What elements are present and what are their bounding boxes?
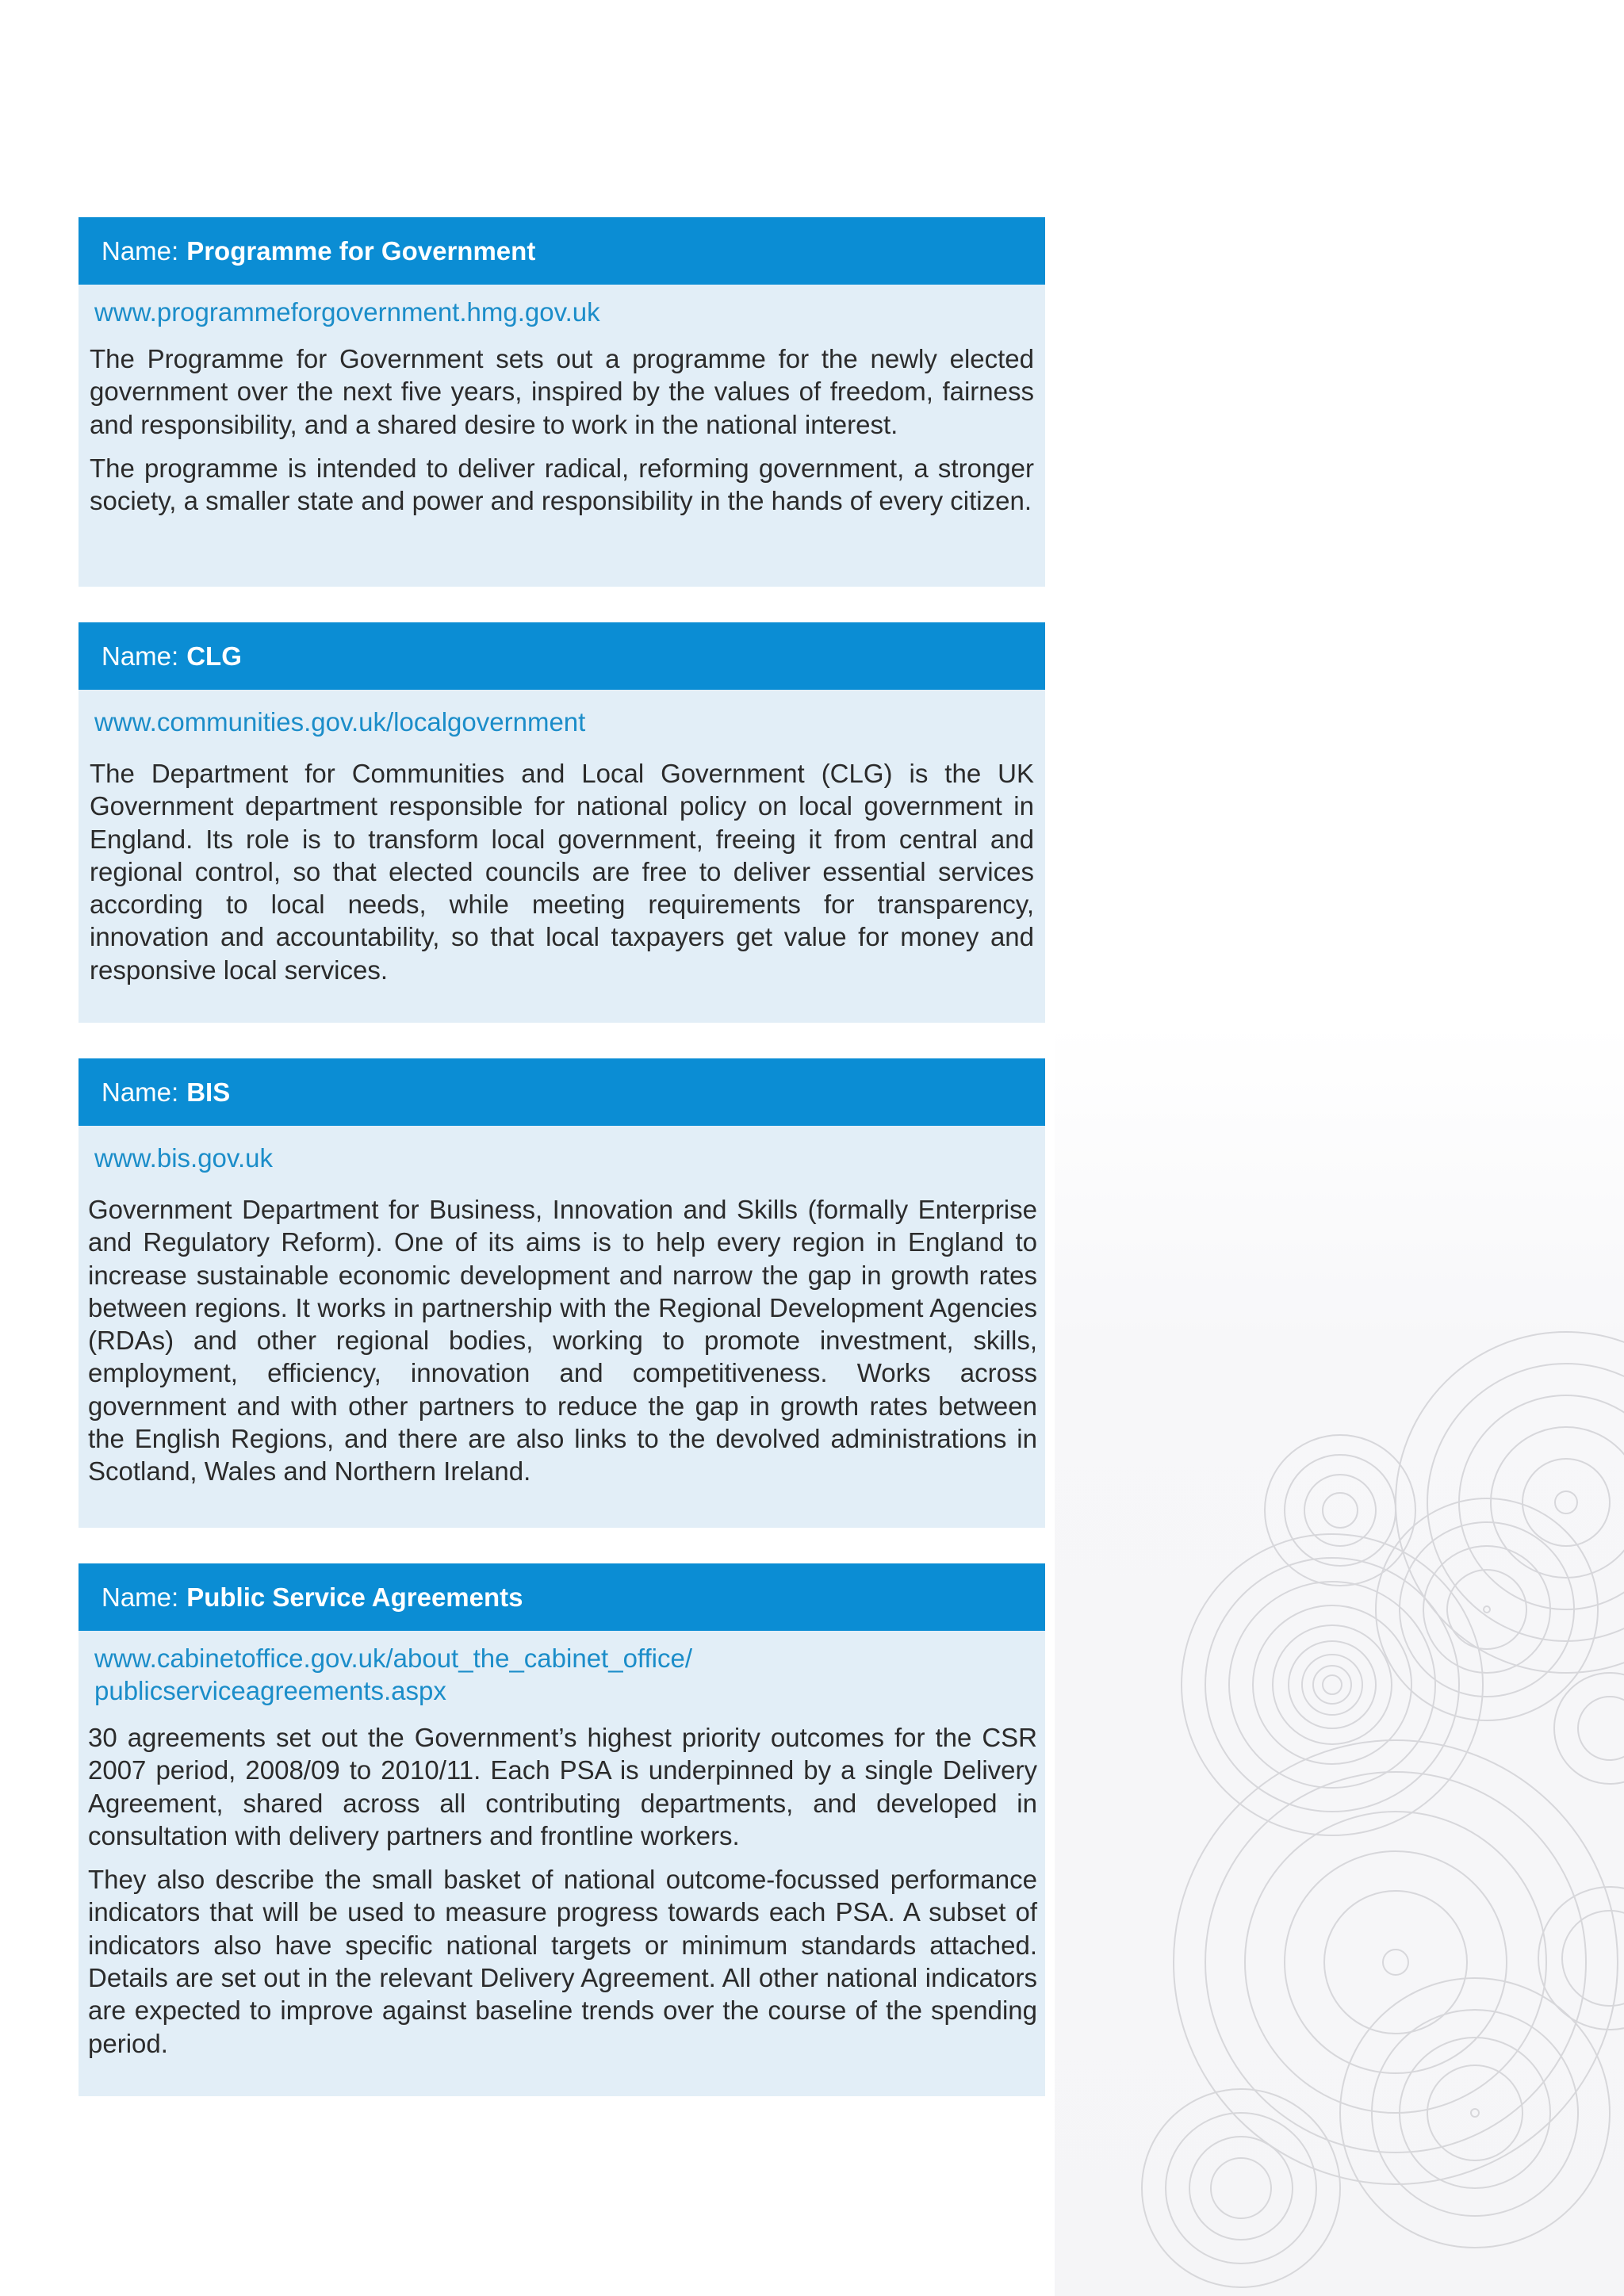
website-link-line: www.cabinetoffice.gov.uk/about_the_cabinet_office/ xyxy=(94,1644,693,1673)
website-link-line: publicserviceagreements.aspx xyxy=(94,1676,446,1705)
card-body xyxy=(79,1721,1045,2060)
name-label: Name: xyxy=(102,1582,179,1612)
card-title: BIS xyxy=(186,1077,231,1107)
name-label: Name: xyxy=(102,1077,179,1107)
card-body xyxy=(79,1193,1045,1488)
card-body xyxy=(79,342,1045,517)
card-body xyxy=(79,757,1045,986)
card-header xyxy=(79,1058,1045,1126)
description-paragraph: 30 agreements set out the Government’s highest priority outcomes for the CSR 2007 period, 2008/09 to 2010/11. Each PSA is underpinned by a single Delivery Agreement, shared across all contributing departments, and developed in consultation with delivery partners and frontline workers. xyxy=(88,1723,1037,1850)
description-paragraph: The Department for Communities and Local Government (CLG) is the UK Government department responsible for national policy on local government in England. Its role is to transform local government, freeing it from central and regional control, so that elected councils are free to deliver essential services according to local needs, while meeting requirements for transparency, innovation and accountability, so that local taxpayers get value for money and responsive local services. xyxy=(90,759,1034,985)
info-card-bis xyxy=(79,1058,1045,1528)
card-header xyxy=(79,1563,1045,1631)
name-label: Name: xyxy=(102,235,179,266)
description-paragraph: Government Department for Business, Innovation and Skills (formally Enterprise and Regulatory Reform). One of its aims is to help every region in England to increase sustainable economic development and narrow the gap in growth rates between regions. It works in partnership with the Regional Development Agencies (RDAs) and other regional bodies, working to promote investment, skills, employment, efficiency, innovation and competitiveness. Works across government and with other partners to reduce the gap in growth rates between the English Regions, and there are also links to the devolved administrations in Scotland, Wales and Northern Ireland. xyxy=(88,1195,1037,1487)
card-title: Programme for Government xyxy=(186,235,536,266)
info-card-public-service-agreements xyxy=(79,1563,1045,2096)
card-header xyxy=(79,217,1045,285)
description-paragraph: The programme is intended to deliver radical, reforming government, a stronger society, a smaller state and power and responsibility in the hands of every citizen. xyxy=(90,453,1034,516)
description-paragraph: They also describe the small basket of national outcome-focussed performance indicators that will be used to measure progress towards each PSA. A subset of indicators also have specific national targets or minimum standards attached. Details are set out in the relevant Delivery Agreement. All other national indicators are expected to improve against baseline trends over the course of the spending period. xyxy=(88,1865,1037,2058)
website-link-line: www.programmeforgovernment.hmg.gov.uk xyxy=(94,297,600,327)
website-link-line: www.communities.gov.uk/localgovernment xyxy=(94,707,586,737)
name-label: Name: xyxy=(102,641,179,671)
website-link-line: www.bis.gov.uk xyxy=(94,1143,273,1173)
info-card-clg xyxy=(79,622,1045,1023)
website-link[interactable] xyxy=(79,706,1045,738)
website-link[interactable] xyxy=(79,296,1045,328)
card-header xyxy=(79,622,1045,690)
website-link[interactable] xyxy=(79,1642,1045,1707)
card-title: Public Service Agreements xyxy=(186,1582,523,1612)
website-link[interactable] xyxy=(79,1142,1045,1174)
description-paragraph: The Programme for Government sets out a programme for the newly elected government over the next five years, inspired by the values of freedom, fairness and responsibility, and a shared desire to work in the national interest. xyxy=(90,344,1034,439)
card-title: CLG xyxy=(186,641,242,671)
info-card-programme-for-government xyxy=(79,217,1045,587)
